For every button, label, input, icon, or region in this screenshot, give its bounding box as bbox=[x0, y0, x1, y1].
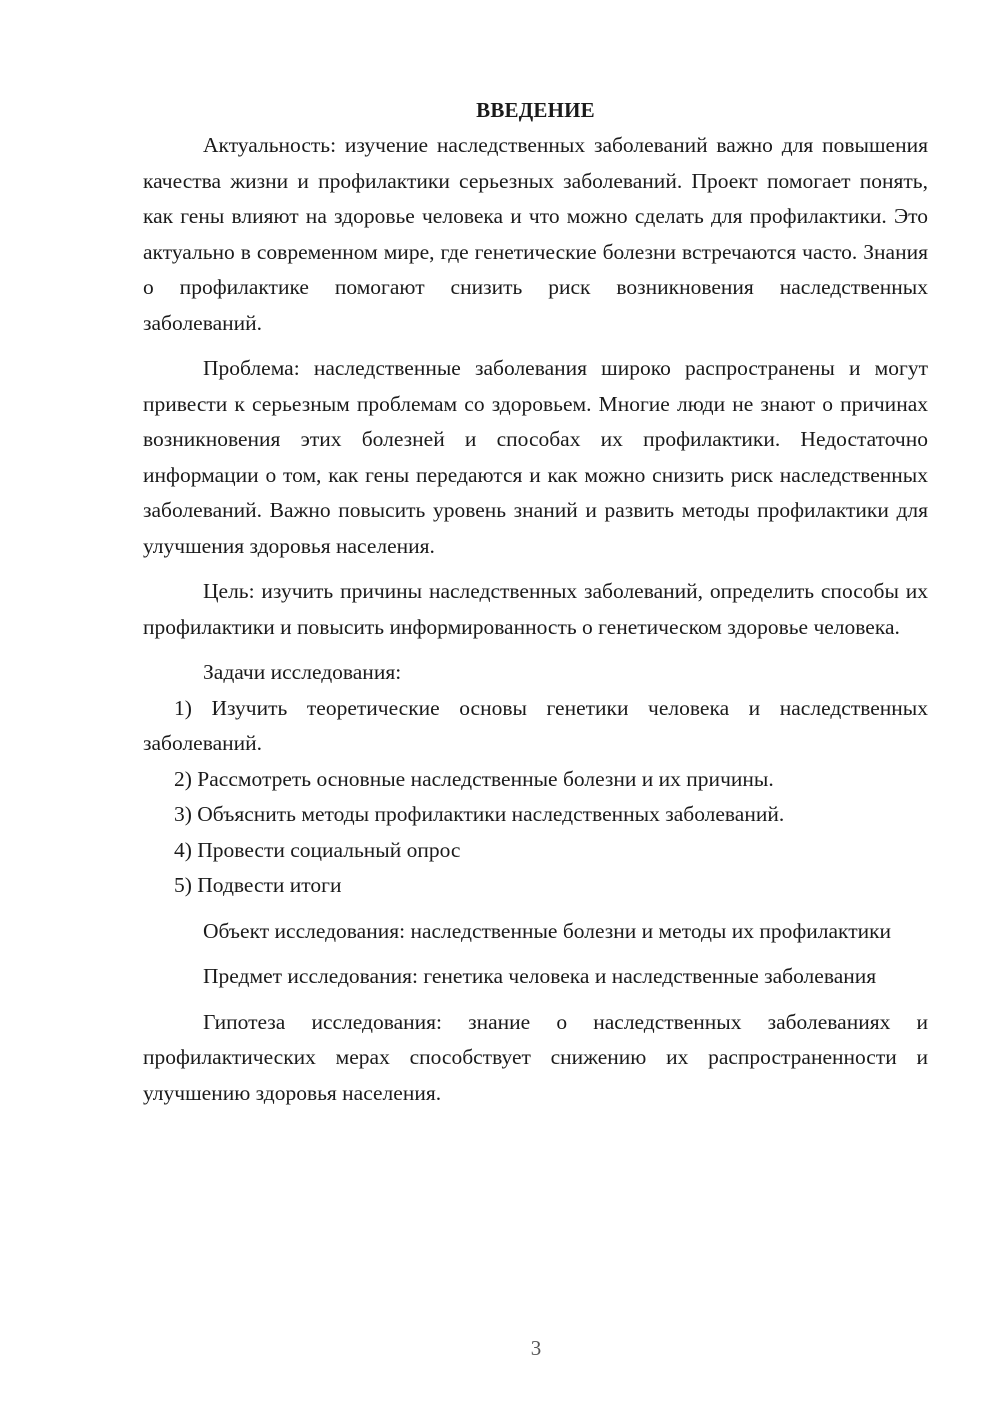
paragraph-goal: Цель: изучить причины наследственных заболеваний, определить способы их профилактики и повысить информированность о генетическом здоровье человека. bbox=[143, 579, 928, 639]
tasks-heading: Задачи исследования: bbox=[203, 660, 402, 684]
task-item-5: 5) Подвести итоги bbox=[174, 873, 342, 897]
paragraph-object: Объект исследования: наследственные болезни и методы их профилактики bbox=[203, 918, 892, 943]
task-item-3: 3) Объяснить методы профилактики наследственных заболеваний. bbox=[174, 802, 785, 826]
document-body bbox=[143, 93, 928, 1111]
task-item-1: 1) Изучить теоретические основы генетики человека и наследственных заболеваний. bbox=[143, 695, 928, 755]
task-item-2: 2) Рассмотреть основные наследственные болезни и их причины. bbox=[174, 766, 774, 791]
paragraph-relevance: Актуальность: изучение наследственных заболеваний важно для повышения качества жизни и профилактики серьезных заболеваний. Проект помогает понять, как гены влияют на здоровье человека и что можно сделать для профилактики. Это актуально в современном мире, где генетические болезни встречаются часто. Знания о профилактике помогают снизить риск возникновения наследственных заболеваний. bbox=[143, 133, 928, 335]
paragraph-problem: Проблема: наследственные заболевания широко распространены и могут привести к серьезным проблемам со здоровьем. Многие люди не знают о причинах возникновения этих болезней и способах их профилактики. Недостаточно информации о том, как гены передаются и как можно снизить риск наследственных заболеваний. Важно повысить уровень знаний и развить методы профилактики для улучшения здоровья населения. bbox=[143, 356, 928, 558]
paragraph-subject: Предмет исследования: генетика человека и наследственные заболевания bbox=[203, 964, 877, 988]
paragraph-hypothesis: Гипотеза исследования: знание о наследственных заболеваниях и профилактических мерах способствует снижению их распространенности и улучшению здоровья населения. bbox=[143, 1009, 928, 1105]
page-number: 3 bbox=[530, 1336, 542, 1360]
task-item-4: 4) Провести социальный опрос bbox=[174, 837, 461, 862]
page-title: ВВЕДЕНИЕ bbox=[476, 98, 595, 122]
